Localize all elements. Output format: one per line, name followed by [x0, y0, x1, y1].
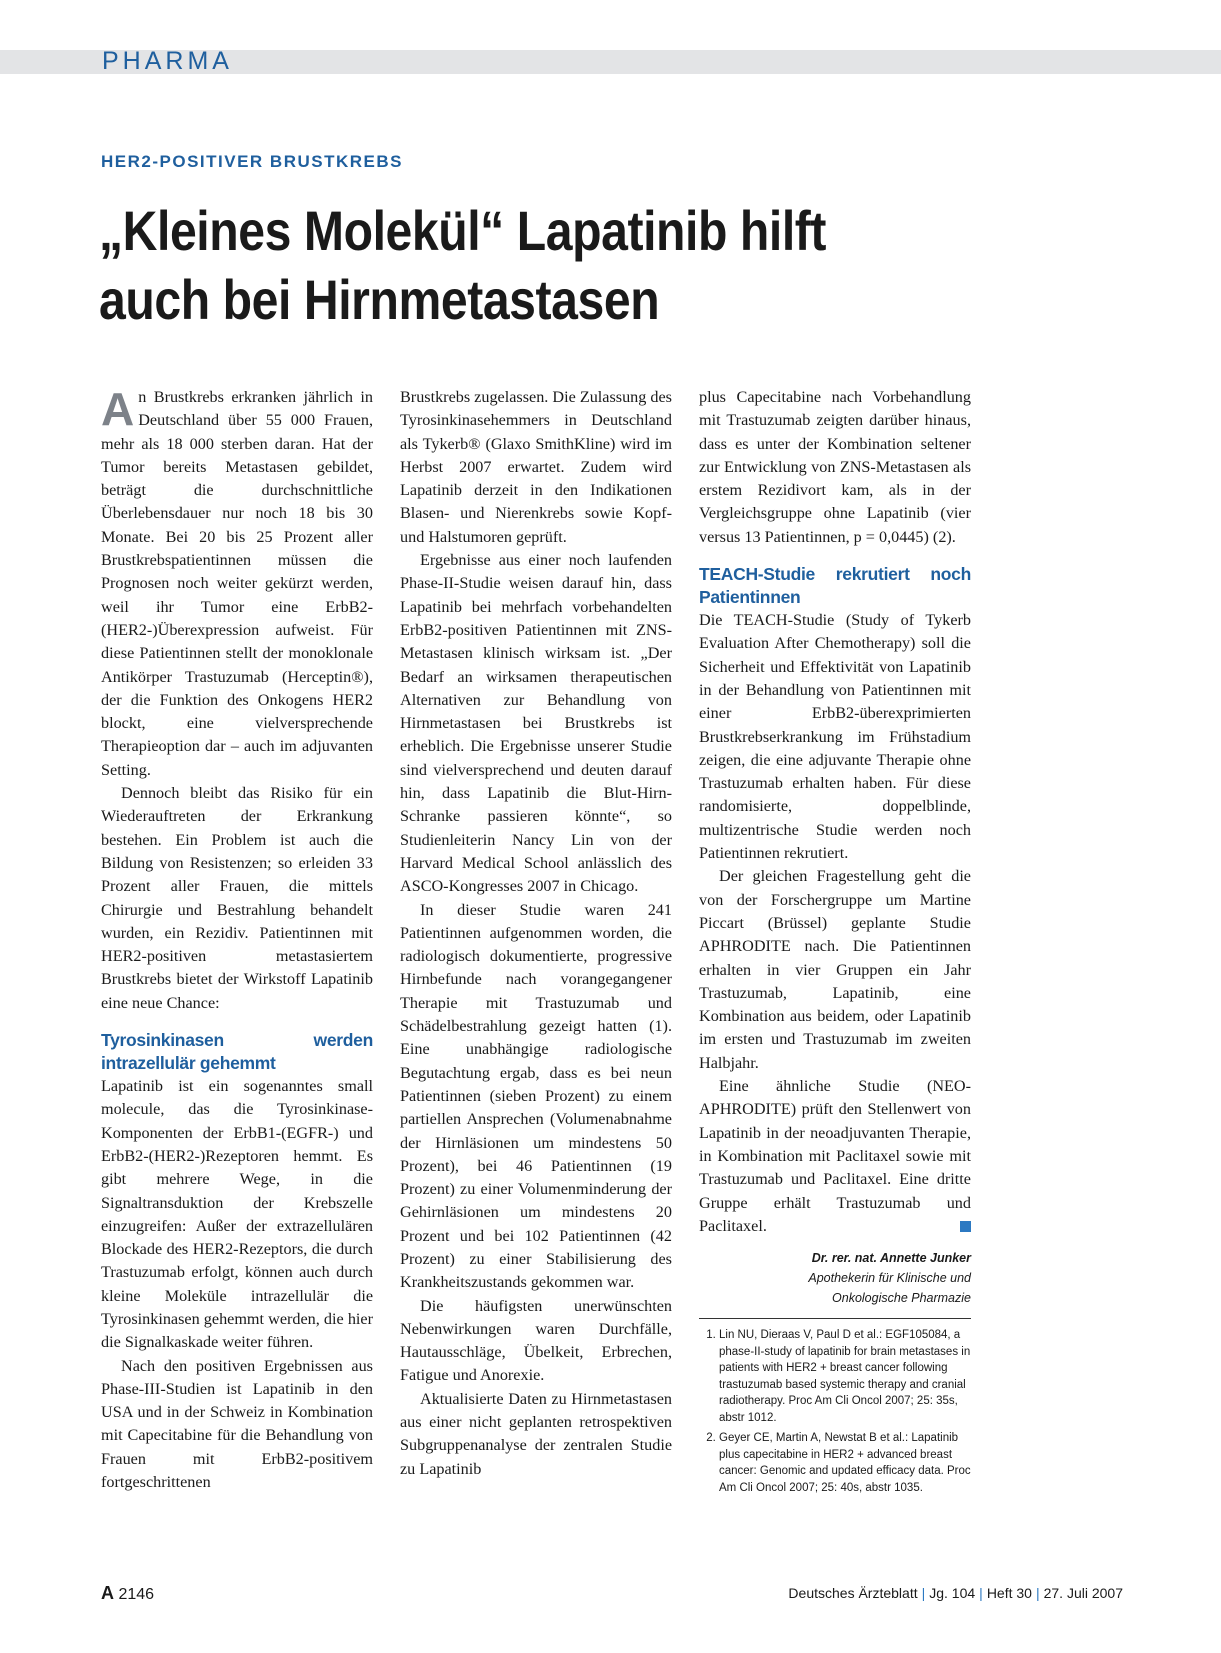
page-number: 2146	[118, 1586, 155, 1603]
paragraph: Die TEACH-Studie (Study of Tykerb Evaluation After Chemotherapy) soll die Sicherheit und Effektivität von Lapatinib in der Behandlung von Patientinnen mit einer ErbB2-überexprimierten Brustkrebserkrankung im Frühstadium zeigen, die eine adjuvante Therapie ohne Trastuzumab erhalten haben. Für diese randomisierte, doppelblinde, multizentrische Studie werden noch Patientinnen rekrutiert.	[699, 611, 971, 863]
page-letter: A	[101, 1583, 114, 1603]
subheading: TEACH-Studie rekrutiert noch Patientinnen	[699, 564, 971, 608]
reference-item: 2. Geyer CE, Martin A, Newstat B et al.: Lapatinib plus capecitabine in HER2 + advanced breast cancer: Genomic and updated efficacy data. Proc Am Cli Oncol 2007; 25: 40s, abstr 1035.	[719, 1430, 971, 1496]
section-label: PHARMA	[102, 47, 233, 75]
journal-footer	[788, 1585, 1123, 1601]
author-role: Onkologische Pharmazie	[832, 1291, 971, 1306]
paragraph: Die häufigsten unerwünschten Nebenwirkungen waren Durchfälle, Hautausschläge, Übelkeit, Erbrechen, Fatigue und Anorexie.	[400, 1296, 672, 1385]
paragraph: plus Capecitabine nach Vorbehandlung mit Trastuzumab zeigten darüber hinaus, dass es unter der Kombination seltener zur Entwicklung von ZNS-Metastasen als erstem Rezidivort kam, als in der Vergleichsgruppe ohne Lapatinib (vier versus 13 Patientinnen, p = 0,0445) (2).	[699, 388, 971, 546]
journal-volume: Jg. 104	[929, 1585, 976, 1601]
paragraph: In dieser Studie waren 241 Patientinnen aufgenommen worden, die radiologisch dokumentierte, progressive Hirnbefunde nach vorangegangener Therapie mit Trastuzumab und Schädelbestrahlung gezeigt hatten (1). Eine unabhängige radiologische Begutachtung ergab, dass es bei neun Patientinnen (sieben Prozent) zu einem partiellen Ansprechen (Volumenabnahme der Hirnläsionen um mindestens 50 Prozent), bei 46 Patientinnen (19 Prozent) zu einer Volumenminderung der Gehirnläsionen um mindestens 20 Prozent und bei 102 Patientinnen (42 Prozent) zu einer Stabilisierung des Krankheitszustands gekommen war.	[400, 900, 672, 1292]
text-column-3	[699, 386, 971, 1500]
footer-separator: |	[921, 1585, 926, 1601]
paragraph: Aktualisierte Daten zu Hirnmetastasen aus einer nicht geplanten retrospektiven Subgruppenanalyse der zentralen Studie zu Lapatinib	[400, 1389, 672, 1478]
footer-separator: |	[1035, 1585, 1040, 1601]
paragraph	[101, 383, 373, 782]
headline-line-1: „Kleines Molekül“ Lapatinib hilft	[99, 199, 827, 262]
page-folio	[101, 1583, 154, 1604]
journal-issue: Heft 30	[986, 1585, 1032, 1601]
journal-date: 27. Juli 2007	[1043, 1585, 1123, 1601]
headline-line-2: auch bei Hirnmetastasen	[99, 268, 660, 331]
paragraph: Lapatinib ist ein sogenanntes small molecule, das die Tyrosinkinase-Komponenten der ErbB1-(EGFR-) und ErbB2-(HER2-)Rezeptoren hemmt. Es gibt mehrere Wege, in die Signaltransduktion der Krebszelle einzugreifen: Außer der extrazellulären Blockade des HER2-Rezeptors, die durch Trastuzumab erfolgt, können auch durch kleine Moleküle intrazellulär die Tyrosinkinasen gehemmt werden, die hier die Signalkaskade weiter führen.	[101, 1077, 373, 1352]
paragraph: Dennoch bleibt das Risiko für ein Wiederauftreten der Erkrankung bestehen. Ein Problem ist auch die Bildung von Resistenzen; so erleiden 33 Prozent aller Frauen, die mittels Chirurgie und Bestrahlung behandelt wurden, ein Rezidiv. Patientinnen mit HER2-positiven metastasiertem Brustkrebs bietet der Wirkstoff Lapatinib eine neue Chance:	[101, 784, 373, 1012]
text-column-1	[101, 383, 373, 1494]
paragraph: Der gleichen Fragestellung geht die von der Forschergruppe um Martine Piccart (Brüssel) geplante Studie APHRODITE nach. Die Patientinnen erhalten in vier Gruppen ein Jahr Trastuzumab, Lapatinib, eine Kombination aus beidem, oder Lapatinib im ersten und Trastuzumab im zweiten Halbjahr.	[699, 867, 971, 1072]
author-role: Apothekerin für Klinische und	[808, 1271, 971, 1286]
footer-separator: |	[979, 1585, 983, 1601]
article-headline	[99, 196, 959, 334]
paragraph-text: Eine ähnliche Studie (NEO-APHRODITE) prüft den Stellenwert von Lapatinib in der neoadjuvanten Therapie, in Kombination mit Paclitaxel sowie mit Trastuzumab und Paclitaxel. Eine dritte Gruppe erhält Trastuzumab und Paclitaxel.	[699, 1077, 971, 1235]
article-kicker: HER2-POSITIVER BRUSTKREBS	[101, 152, 403, 171]
paragraph: Ergebnisse aus einer noch laufenden Phase-II-Studie weisen darauf hin, dass Lapatinib bei mehrfach vorbehandelten ErbB2-positiven Patientinnen mit ZNS-Metastasen klinisch wirksam ist. „Der Bedarf an wirksamen therapeutischen Alternativen zur Behandlung von Hirnmetastasen bei Brustkrebs ist erheblich. Die Ergebnisse unserer Studie sind vielversprechend und deuten darauf hin, dass Lapatinib die Blut-Hirn-Schranke passieren könnte“, so Studienleiterin Nancy Lin von der Harvard Medical School anlässlich des ASCO-Kongresses 2007 in Chicago.	[400, 551, 672, 896]
reference-item: 1. Lin NU, Dieraas V, Paul D et al.: EGF105084, a phase-II-study of lapatinib for brain metastases in patients with HER2 + breast cancer following trastuzumab based systemic therapy and cranial radiotherapy. Proc Am Cli Oncol 2007; 25: 35s, abstr 1012.	[719, 1327, 971, 1426]
drop-cap: A	[101, 383, 135, 435]
paragraph-text: n Brustkrebs erkranken jährlich in Deutschland über 55 000 Frauen, mehr als 18 000 sterben daran. Hat der Tumor bereits Metastasen gebildet, beträgt die durchschnittliche Überlebensdauer nur noch 18 bis 30 Monate. Bei 20 bis 25 Prozent aller Brustkrebspatientinnen müssen die Prognosen noch weiter gekürzt werden, weil ihr Tumor eine ErbB2-(HER2-)Überexpression aufweist. Für diese Patientinnen stellt der monoklonale Antikörper Trastuzumab (Herceptin®), der die Funktion des Onkogens HER2 blockt, eine vielversprechende Therapieoption dar – auch im adjuvanten Setting.	[101, 388, 373, 779]
end-of-article-square-icon	[960, 1221, 971, 1232]
references	[699, 1318, 971, 1496]
author-name: Dr. rer. nat. Annette Junker	[811, 1251, 971, 1266]
journal-name: Deutsches Ärzteblatt	[788, 1585, 918, 1601]
paragraph: Nach den positiven Ergebnissen aus Phase-III-Studien ist Lapatinib in den USA und in der Schweiz in Kombination mit Capecitabine für die Behandlung von Frauen mit ErbB2-positivem fortgeschrittenen	[101, 1356, 373, 1492]
paragraph	[699, 1075, 971, 1238]
text-column-2	[400, 386, 672, 1481]
paragraph: Brustkrebs zugelassen. Die Zulassung des Tyrosinkinasehemmers in Deutschland als Tykerb® (Glaxo SmithKline) wird im Herbst 2007 erwartet. Zudem wird Lapatinib derzeit in den Indikationen Blasen- und Nierenkrebs sowie Kopf- und Halstumoren geprüft.	[400, 388, 672, 546]
subheading: Tyrosinkinasen werden intrazellulär gehemmt	[101, 1030, 373, 1074]
author-block	[699, 1248, 971, 1308]
